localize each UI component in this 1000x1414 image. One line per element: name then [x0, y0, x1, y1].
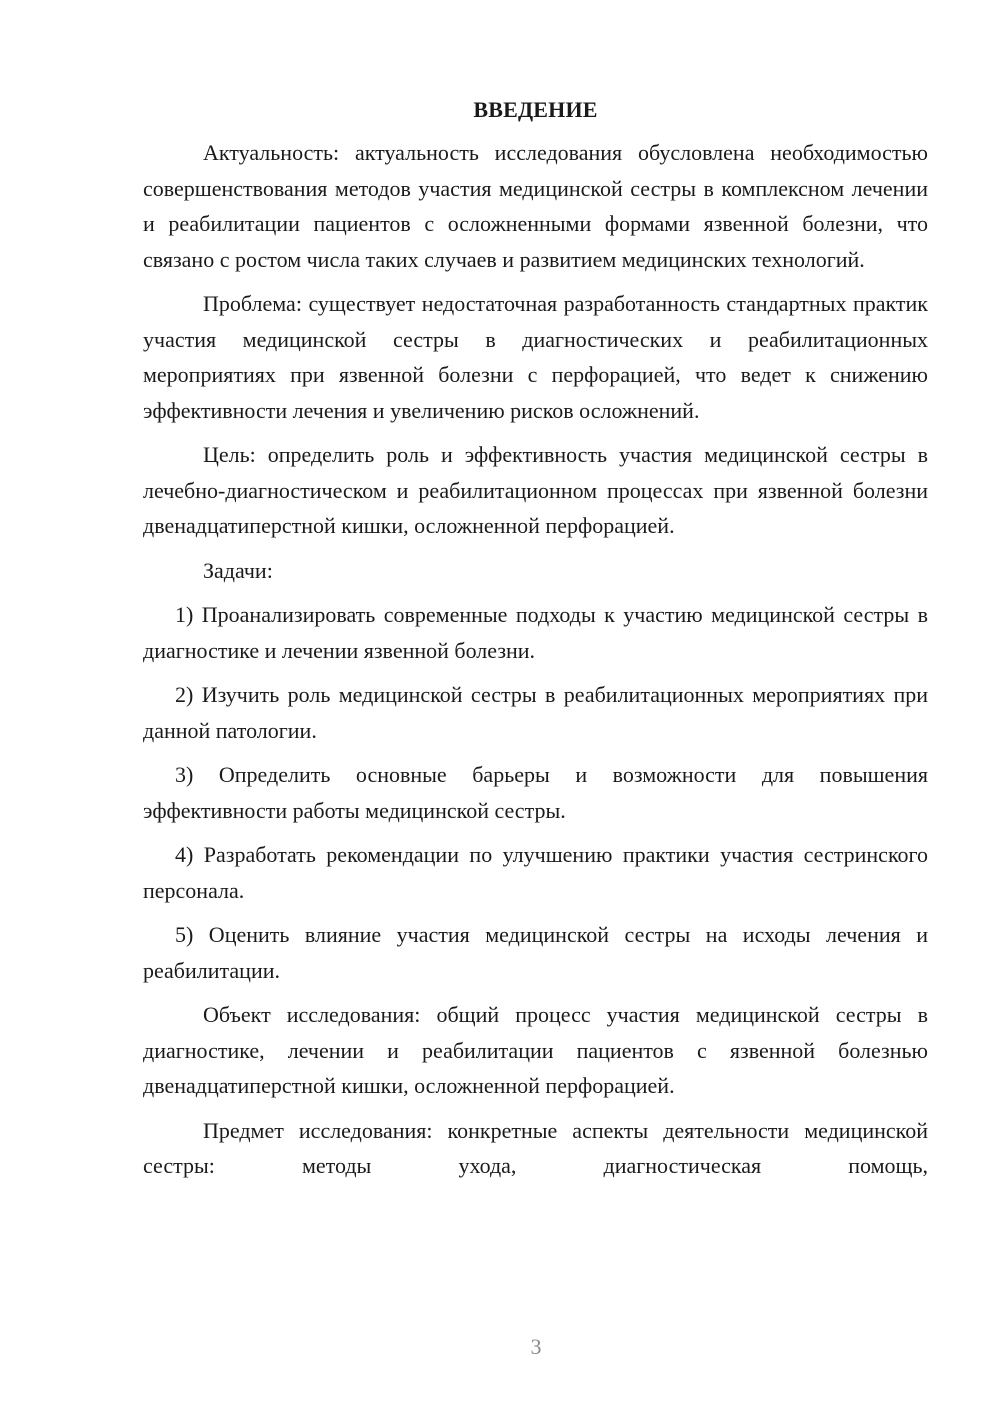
- relevance-paragraph: Актуальность: актуальность исследования обусловлена необходимостью совершенствования методов участия медицинской сестры в комплексном лечении и реабилитации пациентов с осложненными формами язвенной болезни, что связано с ростом числа таких случаев и развитием медицинских технологий.: [143, 140, 928, 272]
- tasks-heading: Задачи:: [203, 557, 273, 583]
- problem-paragraph: Проблема: существует недостаточная разработанность стандартных практик участия медицинской сестры в диагностических и реабилитационных мероприятиях при язвенной болезни с перфорацией, что ведет к снижению эффективности лечения и увеличению рисков осложнений.: [143, 291, 928, 423]
- goal-paragraph: Цель: определить роль и эффективность участия медицинской сестры в лечебно-диагностическом и реабилитационном процессах при язвенной болезни двенадцатиперстной кишки, осложненной перфорацией.: [143, 442, 928, 538]
- object-paragraph: Объект исследования: общий процесс участия медицинской сестры в диагностике, лечении и реабилитации пациентов с язвенной болезнью двенадцатиперстной кишки, осложненной перфорацией.: [143, 1002, 928, 1098]
- task-item-4: 4) Разработать рекомендации по улучшению практики участия сестринского персонала.: [143, 842, 928, 903]
- subject-paragraph: Предмет исследования: конкретные аспекты деятельности медицинской сестры: методы ухода, диагностическая помощь,: [143, 1117, 928, 1178]
- task-item-5: 5) Оценить влияние участия медицинской сестры на исходы лечения и реабилитации.: [143, 922, 928, 983]
- task-item-3: 3) Определить основные барьеры и возможности для повышения эффективности работы медицинской сестры.: [143, 762, 928, 823]
- page-number: 3: [530, 1334, 542, 1359]
- page-title: ВВЕДЕНИЕ: [473, 97, 598, 122]
- task-item-2: 2) Изучить роль медицинской сестры в реабилитационных мероприятиях при данной патологии.: [143, 682, 928, 743]
- task-item-1: 1) Проанализировать современные подходы к участию медицинской сестры в диагностике и лечении язвенной болезни.: [143, 602, 928, 663]
- document-page: [143, 92, 928, 1184]
